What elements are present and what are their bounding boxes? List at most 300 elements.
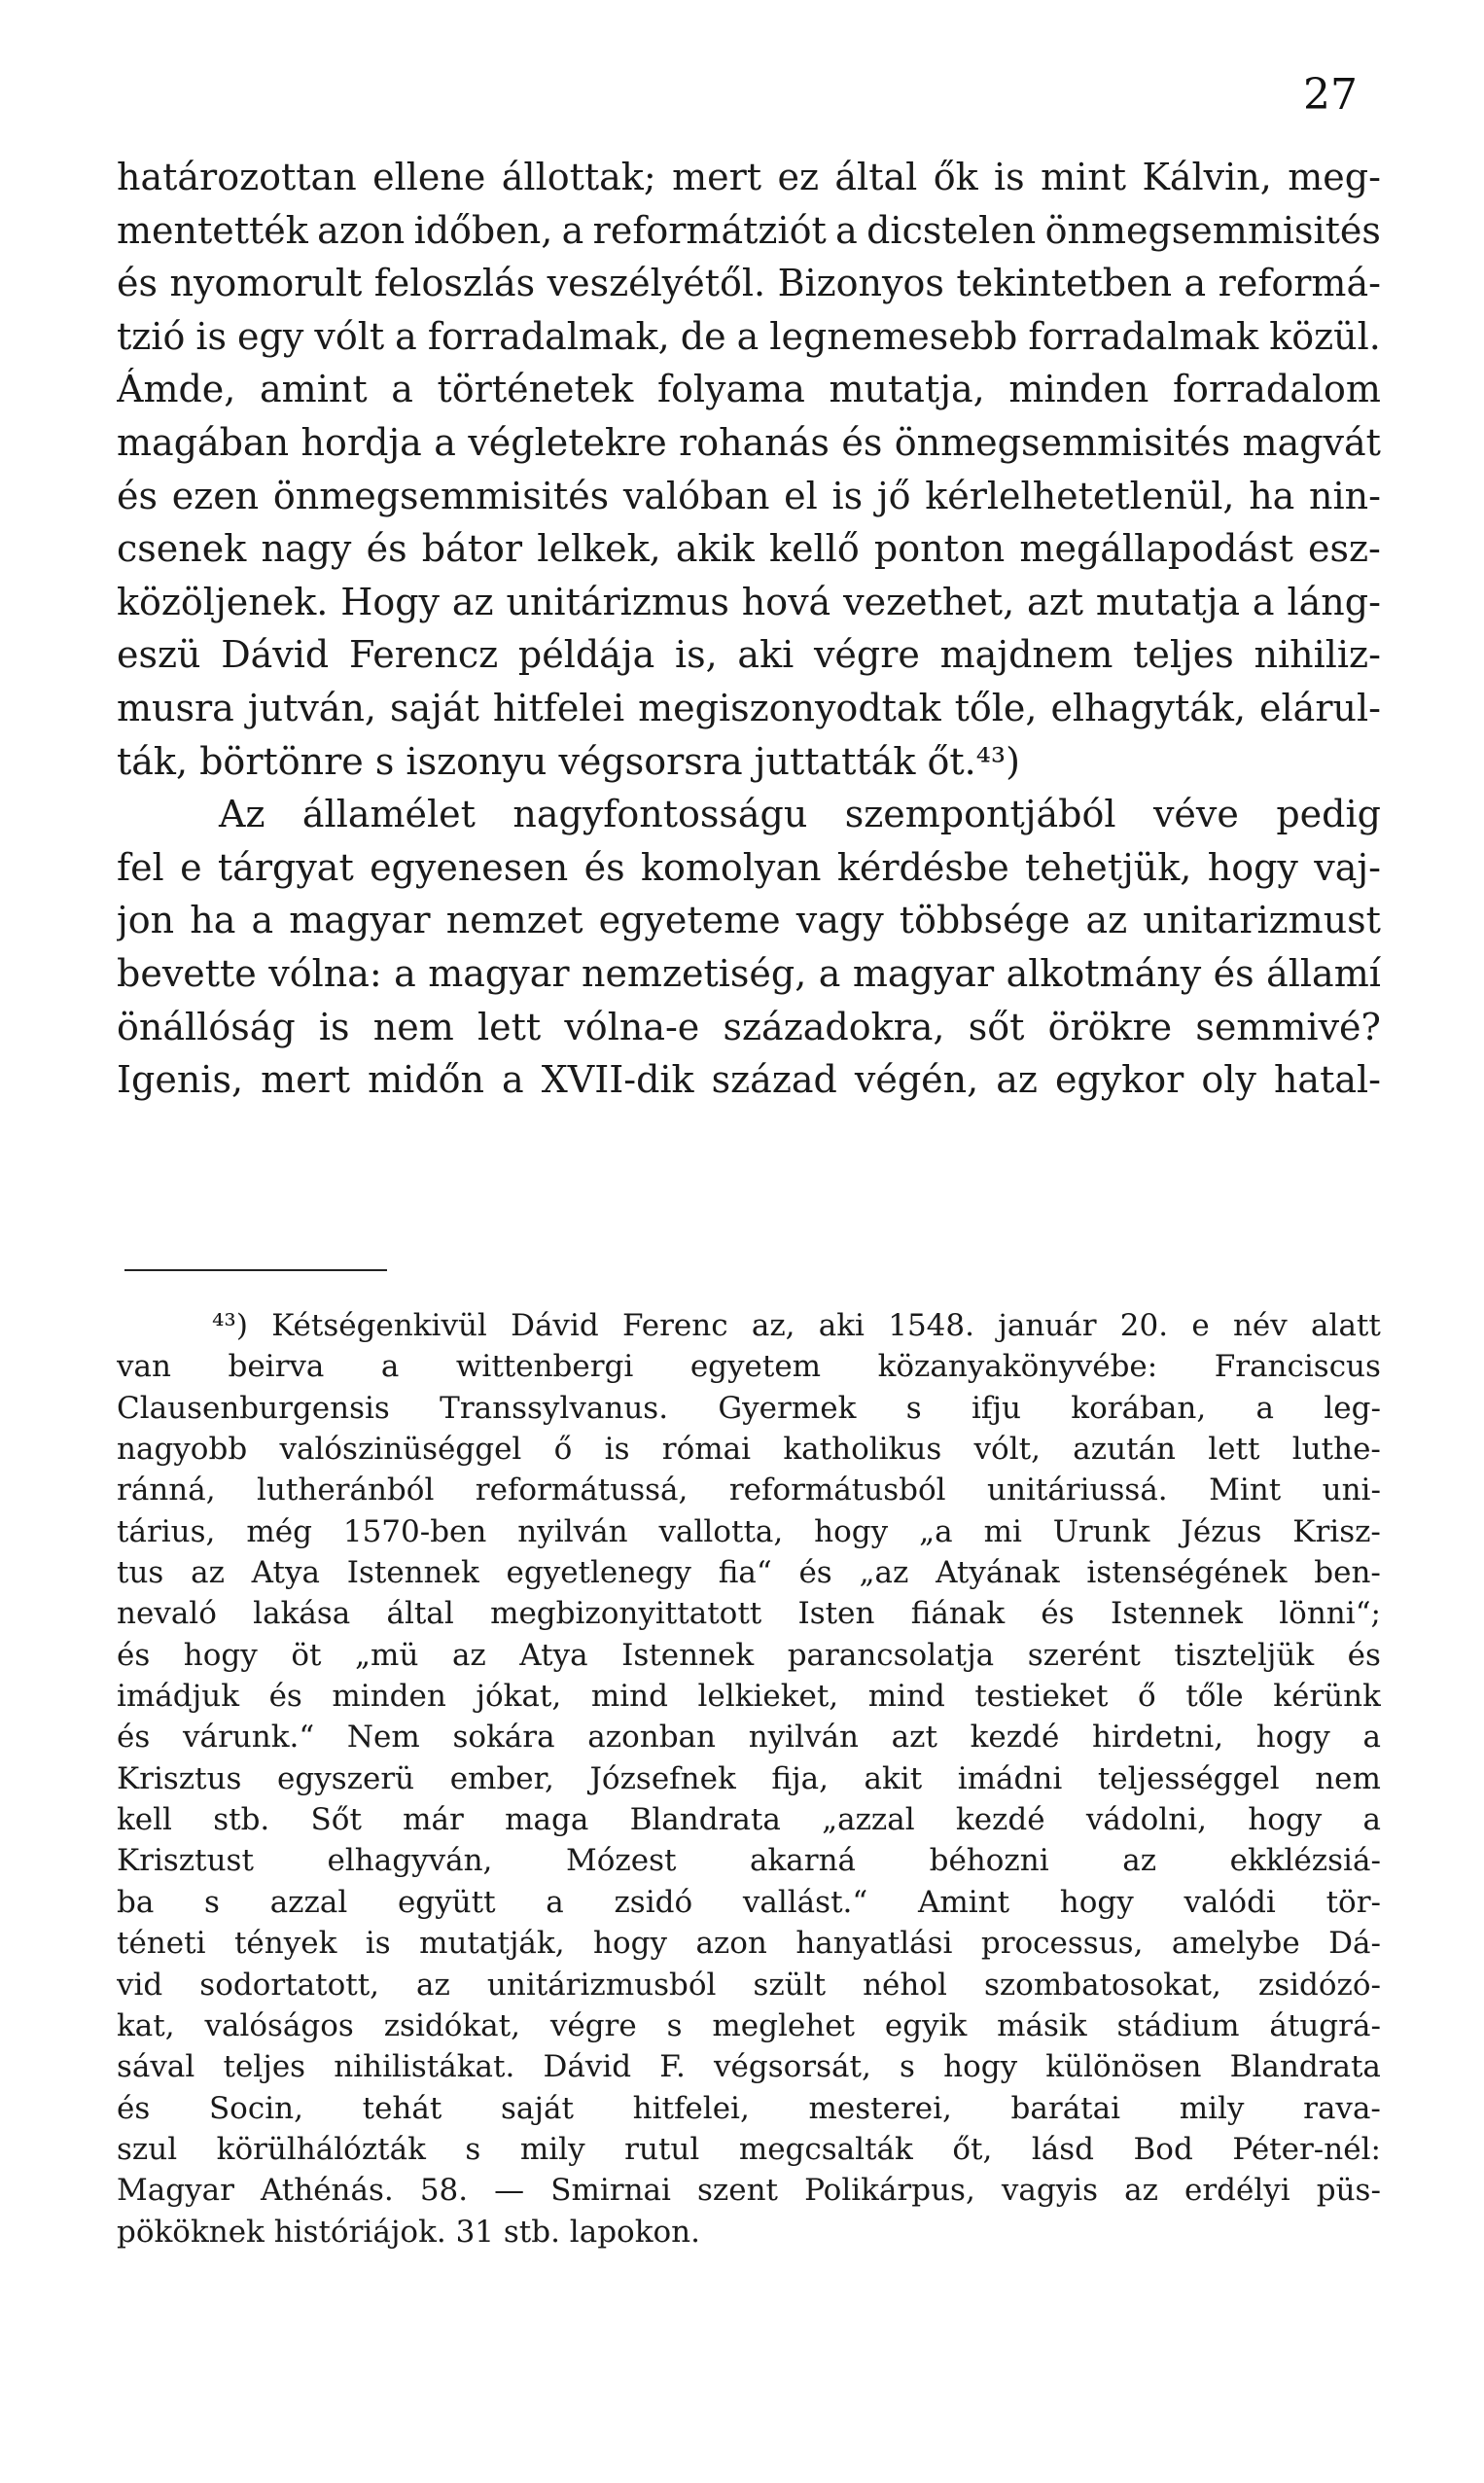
word: vid [117,1967,163,2003]
word: is [604,1432,630,1468]
word: hogy [593,1926,667,1962]
word: Magyar [117,2173,234,2209]
word: lett [1208,1432,1260,1468]
word: nin- [1309,474,1381,517]
word: az [1122,1843,1157,1879]
word: szült [753,1967,827,2003]
word: várunk.“ [182,1720,315,1756]
word: erdélyi [1184,2173,1290,2209]
word: az [1124,2173,1158,2209]
word: amint [260,368,368,411]
word: vólna: [268,951,382,995]
word: mentették [117,208,308,252]
word: unitárizmusból [486,1967,717,2003]
word: vaj- [1314,845,1381,889]
word: s [666,2007,683,2043]
word: Socin, [208,2090,303,2126]
main-line [117,475,1381,528]
word: lakása [253,1596,351,1632]
word: hogy [1255,1720,1330,1756]
word: ellene [372,156,486,198]
word: vagyis [1001,2173,1099,2209]
word: mutatja, [829,368,985,411]
word: is [365,1926,391,1962]
word: ba [117,1884,155,1920]
word: Blandrata [1229,2049,1381,2085]
word: ifju [971,1390,1021,1426]
word: Transsylvanus. [440,1390,669,1426]
footnote-line [117,2091,1381,2132]
word: és [1041,1596,1075,1632]
word: valódi [1184,1884,1276,1920]
word: csenek [117,527,247,571]
word: a [818,951,841,995]
main-line [117,687,1381,740]
word: „azzal [822,1802,915,1838]
word: kezdé [955,1802,1045,1838]
main-line [117,1006,1381,1059]
word: kell [117,1802,172,1838]
word: önállóság [117,1005,296,1048]
footnote-line [117,1555,1381,1596]
word: rohanás [679,420,830,464]
word: végsorsát, [714,2049,871,2085]
word: tárgyat [217,845,354,889]
word: is [994,156,1025,198]
word: valószinüséggel [279,1432,522,1468]
word: közanyakönyvébe: [877,1349,1158,1385]
word: processus, [980,1926,1144,1962]
word: sőt [968,1005,1025,1048]
word: mutatja [1095,580,1241,623]
word: Kétségenkivül [271,1308,487,1343]
word: Gyermek [718,1390,857,1426]
word: zsidókat, [383,2007,520,2043]
word: pedig [1276,793,1381,836]
word: 20. [1119,1308,1169,1343]
word: Ferencz [348,633,499,677]
word: s [900,2049,915,2085]
word: kezdé [970,1720,1060,1756]
word: tehetjük, [1025,845,1192,889]
word: püs- [1316,2173,1381,2209]
word: teljességgel [1097,1760,1280,1796]
footnote-line [117,1432,1381,1472]
word: hová [741,580,831,623]
word: Kálvin, [1142,156,1272,198]
word: nem [1315,1760,1381,1796]
word: Polikárpus, [804,2173,975,2209]
word: az, [751,1308,795,1343]
footnote-line [117,1968,1381,2008]
word: nyomorult [169,262,363,305]
word: luthe- [1291,1432,1381,1468]
word: egyik [884,2007,968,2043]
word: „a [919,1513,953,1549]
word: hirdetni, [1091,1720,1224,1756]
word: lelkieket, [697,1679,839,1715]
word: Clausenburgensis [117,1390,390,1426]
word: öt [291,1637,322,1673]
word: „az [859,1555,909,1591]
footnote-line [117,1349,1381,1390]
footnote-line [117,1885,1381,1926]
word: és [117,1637,151,1673]
word: a [835,208,858,252]
page-number: 27 [1303,70,1358,120]
word: Atyának [936,1555,1060,1591]
footnote-line: pököknek históriájok. 31 stb. lapokon. [117,2214,700,2250]
word: unitáriussá. [987,1472,1168,1508]
word: Blandrata [629,1802,781,1838]
word: meg- [1288,156,1381,198]
word: Krisztust [117,1843,254,1879]
word: megiszonyodtak [638,686,941,729]
word: azt [891,1720,937,1756]
word: ő [1138,1679,1156,1715]
word: testieket [974,1679,1109,1715]
word: nihiliz- [1254,633,1381,677]
word: reformátussá, [475,1472,689,1508]
word: a [1362,1802,1381,1838]
word: hanyatlási [795,1926,953,1962]
word: és [117,2090,151,2126]
word: veszélyétől. [547,262,766,305]
main-line: ták, börtönre s iszonyu végsorsra juttatták őt.⁴³) [117,739,1020,783]
word: midőn [368,1058,484,1102]
word: kat, [117,2007,175,2043]
word: mert [672,156,762,198]
main-line [117,421,1381,475]
word: végre [549,2007,637,2043]
word: államélet [301,793,476,836]
word: kérlelhetetlenül, [925,474,1235,517]
word: végletekre [468,420,667,464]
word: alkotmány [1006,951,1202,995]
word: parancsolatja [787,1637,995,1673]
main-line [117,952,1381,1006]
word: sával [117,2049,195,2085]
word: a [394,951,416,995]
footnote-line [117,2132,1381,2173]
word: minden [1008,368,1149,411]
word: aki [737,633,795,677]
word: bátor [421,527,523,571]
word: „mü [354,1637,419,1673]
word: és [1213,951,1254,995]
word: másik [997,2007,1087,2043]
word: maga [505,1802,589,1838]
footnote-line [117,1843,1381,1884]
footnote-text [117,1308,1381,2255]
word: fia“ [718,1555,772,1591]
word: vagy [795,899,884,942]
word: Amint [917,1884,1010,1920]
word: folyama [656,368,805,411]
word: századokra, [723,1005,945,1048]
word: a [1255,1390,1275,1426]
footnote-line [117,1308,1381,1349]
word: a [1184,262,1207,305]
word: és [117,262,158,305]
word: egy [237,314,304,358]
word: feloszlás [373,262,536,305]
word: e [180,845,202,889]
word: 58. [419,2173,469,2209]
word: Hogy [340,580,440,623]
word: szerént [1027,1637,1141,1673]
word: a [502,1058,524,1102]
word: ez [777,156,819,198]
word: tzió [117,314,186,358]
word: mutatják, [419,1926,565,1962]
word: Istennek [1110,1596,1243,1632]
footnote-line [117,1391,1381,1432]
word: oly [1201,1058,1256,1102]
word: majdnem [939,633,1113,677]
word: valóságos [204,2007,354,2043]
word: államí [1266,951,1381,995]
word: Urunk [1052,1513,1150,1549]
word: magvát [1242,420,1381,464]
word: különösen [1045,2049,1202,2085]
word: nagy [261,527,352,571]
word: ponton [873,527,1006,571]
word: Jézus [1181,1513,1262,1549]
word: is [195,314,228,358]
footnote-divider [124,1269,387,1271]
word: ő [553,1432,573,1468]
main-line [117,527,1381,581]
footnote-line [117,1802,1381,1843]
word: a [546,1884,564,1920]
word: római [661,1432,752,1468]
word: eszü [117,633,201,677]
word: ezen [171,474,260,517]
word: ha [1249,474,1295,517]
word: s [905,1390,922,1426]
word: lett [477,1005,542,1048]
word: ha [190,899,236,942]
main-line [117,633,1381,687]
word: imádjuk [117,1679,239,1715]
word: a [736,314,760,358]
word: szempontjából [844,793,1116,836]
word: Franciscus [1214,1349,1381,1385]
word: Atya [251,1555,320,1591]
word: béhozni [929,1843,1049,1879]
word: minden [332,1679,446,1715]
word: elhagyták, [1050,686,1247,729]
word: Krisz- [1292,1513,1381,1549]
word: az [191,1555,225,1591]
word: szent [697,2173,779,2209]
word: is, [674,633,718,677]
word: mert [261,1058,351,1102]
word: amelybe [1171,1926,1300,1962]
word: már [403,1802,464,1838]
word: végre [813,633,920,677]
word: reformátziót [592,208,827,252]
word: és [798,1555,832,1591]
word: magában [117,420,290,464]
word: akik [675,527,755,571]
main-line [117,368,1381,421]
word: ⁴³) [212,1308,248,1343]
word: vádolni, [1085,1802,1207,1838]
main-line [117,846,1381,900]
word: és [117,1720,151,1756]
word: nyilván [748,1720,859,1756]
word: a [391,368,413,411]
word: egyetem [689,1349,822,1385]
word: Bizonyos [777,262,944,305]
word: azon [317,208,406,252]
word: nemzet [445,899,583,942]
word: ők [933,156,978,198]
word: beirva [228,1349,325,1385]
word: korában, [1071,1390,1207,1426]
word: is [831,474,864,517]
word: fel [117,845,164,889]
word: jon [117,899,175,942]
word: Dávid [511,1308,599,1343]
word: által [834,156,918,198]
word: e [1191,1308,1210,1343]
word: sokára [452,1720,555,1756]
main-line [117,262,1381,315]
word: egykor [1054,1058,1184,1102]
word: tekintetben [956,262,1173,305]
word: fiának [910,1596,1006,1632]
word: a [1252,580,1275,623]
word: mi [983,1513,1022,1549]
word: az [996,1058,1038,1102]
main-line [117,899,1381,952]
word: Mint [1209,1472,1282,1508]
word: tiszteljük [1174,1637,1315,1673]
word: 1548. [888,1308,974,1343]
word: F. [659,2049,686,2085]
footnote-line [117,1926,1381,1967]
word: és [841,420,883,464]
word: nyilván [517,1513,628,1549]
footnote-line [117,1720,1381,1760]
word: és [1347,1637,1381,1673]
word: többsége [899,899,1071,942]
word: lásd [1031,2131,1094,2167]
word: hogy [1248,1802,1323,1838]
footnote-line [117,1472,1381,1513]
word: elárul- [1259,686,1381,729]
word: őt, [952,2131,993,2167]
main-line [117,315,1381,369]
word: század [711,1058,837,1102]
word: komolyan [640,845,822,889]
word: Ferenc [621,1308,728,1343]
word: önmegsemmisités [894,420,1231,464]
footnote-line [117,1514,1381,1555]
word: és [366,527,407,571]
word: Isten [797,1596,875,1632]
word: Sőt [310,1802,362,1838]
word: unitarizmust [1143,899,1381,942]
word: a [1362,1720,1381,1756]
word: nihilistákat. [334,2049,515,2085]
word: leg- [1324,1390,1381,1426]
word: közül. [1269,314,1381,358]
word: lönni“; [1279,1596,1381,1632]
word: az [1085,899,1128,942]
word: kellő [769,527,860,571]
word: az [416,1967,450,2003]
word: példája [517,633,655,677]
word: kérdésbe [836,845,1009,889]
footnote-line [117,2049,1381,2090]
word: reformátusból [728,1472,946,1508]
word: fija, [771,1760,829,1796]
word: sodortatott, [199,1967,380,2003]
word: legnemesebb [769,314,1018,358]
word: Istennek [621,1637,755,1673]
word: nemzetiség, [581,951,807,995]
word: átugrá- [1269,2007,1381,2043]
word: lelkek, [537,527,661,571]
word: hogy [1207,845,1298,889]
word: tőle, [954,686,1038,729]
word: akit [864,1760,923,1796]
word: jutván, [247,686,377,729]
word: és [268,1679,302,1715]
word: Bod [1133,2131,1193,2167]
word: mily [519,2131,585,2167]
word: stádium [1116,2007,1240,2043]
main-line [117,156,1381,209]
word: stb. [213,1802,270,1838]
main-line [117,793,1381,846]
word: akarná [750,1843,857,1879]
word: Az [219,793,265,836]
word: tények [233,1926,337,1962]
word: azonban [587,1720,717,1756]
word: időben, [413,208,553,252]
word: ben- [1314,1555,1381,1591]
word: a [434,420,456,464]
word: egyszerü [277,1760,415,1796]
word: az [451,580,494,623]
word: a [395,314,417,358]
word: alatt [1311,1308,1381,1343]
word: a [561,208,584,252]
word: katholikus [783,1432,942,1468]
word: szul [117,2131,178,2167]
word: teljes [1133,633,1234,677]
word: vólt [314,314,385,358]
word: határozottan [117,156,357,198]
word: önmegsemmisités [272,474,610,517]
word: magyar [428,951,570,995]
word: hatal- [1273,1058,1381,1102]
word: hogy [1059,1884,1134,1920]
word: s [204,1884,220,1920]
word: rutul [624,2131,700,2167]
word: történetek [437,368,634,411]
word: magyar [289,899,431,942]
word: vólna-e [564,1005,700,1048]
word: örökre [1047,1005,1173,1048]
word: forradalmak, [427,314,670,358]
word: de [680,314,726,358]
